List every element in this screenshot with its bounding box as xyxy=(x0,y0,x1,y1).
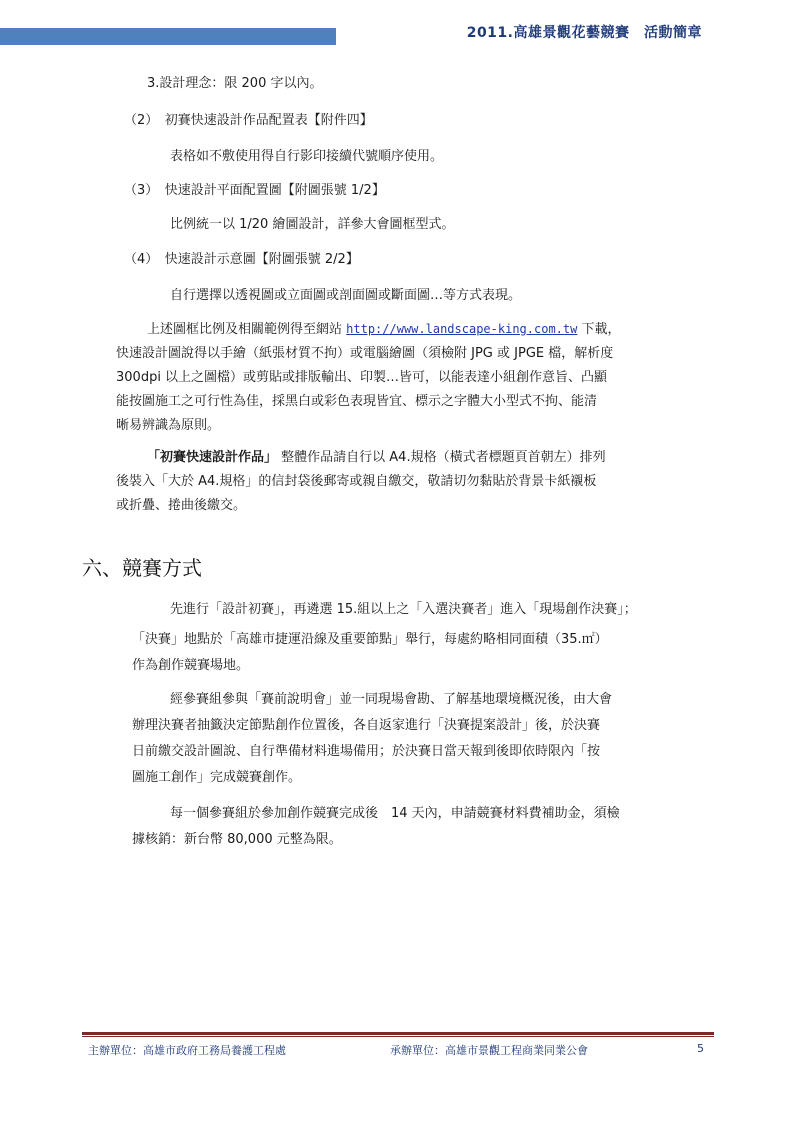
s6-p2-line-1: 經參賽組參與「賽前說明會」並一同現場會勘、了解基地環境概況後，由大會 xyxy=(170,692,613,707)
submit-line-3: 或折疊、捲曲後繳交。 xyxy=(116,498,247,513)
download-text-pre: 上述圖框比例及相關範例得至網站 xyxy=(147,322,343,337)
download-line-1 xyxy=(147,318,621,342)
item-2-desc: 表格如不敷使用得自行影印接續代號順序使用。 xyxy=(170,149,444,164)
s6-p3-line-2: 據核銷：新台幣 80,000 元整為限。 xyxy=(132,832,342,847)
item-3b-title: （3） 快速設計平面配置圖【附圖張號 1/2】 xyxy=(124,183,385,198)
item-4-title: （4） 快速設計示意圖【附圖張號 2/2】 xyxy=(124,252,359,267)
footer-organizer: 主辦單位：高雄市政府工務局養護工程處 xyxy=(88,1044,286,1057)
item-3-design-concept: 3.設計理念：限 200 字以內。 xyxy=(147,76,323,91)
s6-p1-line-1: 先進行「設計初賽」，再遴選 15.組以上之「入選決賽者」進入「現場創作決賽」； xyxy=(170,602,637,617)
download-line-2: 快速設計圖說得以手繪（紙張材質不拘）或電腦繪圖（須檢附 JPG 或 JPGE 檔，解析度 xyxy=(116,346,614,361)
item-2-title: （2） 初賽快速設計作品配置表【附件四】 xyxy=(124,113,373,128)
footer-rule-thin xyxy=(82,1036,714,1037)
download-line-4: 能按圖施工之可行性為佳，採黑白或彩色表現皆宜、標示之字體大小型式不拘、能清 xyxy=(116,394,598,409)
submit-line-1 xyxy=(147,446,606,470)
s6-p2-line-4: 圖施工創作」完成競賽創作。 xyxy=(132,770,302,785)
item-4-desc: 自行選擇以透視圖或立面圖或剖面圖或斷面圖…等方式表現。 xyxy=(170,288,522,303)
submit-line-2: 後裝入「大於 A4.規格」的信封袋後郵寄或親自繳交，敬請切勿黏貼於背景卡紙襯板 xyxy=(116,474,597,489)
submit-emphasis: 「初賽快速設計作品」 xyxy=(147,450,278,465)
header-title: 2011.高雄景觀花藝競賽 活動簡章 xyxy=(466,25,702,41)
s6-p2-line-3: 日前繳交設計圖說、自行準備材料進場備用；於決賽日當天報到後即依時限內「按 xyxy=(132,744,601,759)
s6-p2-line-2: 辦理決賽者抽籤決定節點創作位置後，各自返家進行「決賽提案設計」後，於決賽 xyxy=(132,718,601,733)
footer-co-organizer: 承辦單位：高雄市景觀工程商業同業公會 xyxy=(390,1044,588,1057)
section-6-heading: 六、競賽方式 xyxy=(82,556,202,580)
item-3b-desc: 比例統一以 1/20 繪圖設計，詳參大會圖框型式。 xyxy=(170,217,455,232)
s6-p3-line-1: 每一個參賽組於參加創作競賽完成後 14 天內，申請競賽材料費補助金，須檢 xyxy=(170,806,620,821)
header-color-bar xyxy=(0,28,336,45)
submit-text-1: 整體作品請自行以 A4.規格（橫式者標題頁首朝左）排列 xyxy=(281,450,606,465)
footer-rule xyxy=(82,1032,714,1035)
download-text-post: 下載， xyxy=(581,322,621,337)
s6-p1-line-2: 「決賽」地點於「高雄市捷運沿線及重要節點」舉行，每處約略相同面積（35.㎡） xyxy=(132,632,608,647)
download-line-3: 300dpi 以上之圖檔）或剪貼或排版輸出、印製…皆可，以能表達小組創作意旨、凸顯 xyxy=(116,370,608,385)
s6-p1-line-3: 作為創作競賽場地。 xyxy=(132,658,250,673)
download-line-5: 晰易辨識為原則。 xyxy=(116,418,221,433)
website-link[interactable]: http://www.landscape-king.com.tw xyxy=(346,322,578,336)
page-number: 5 xyxy=(697,1042,704,1055)
